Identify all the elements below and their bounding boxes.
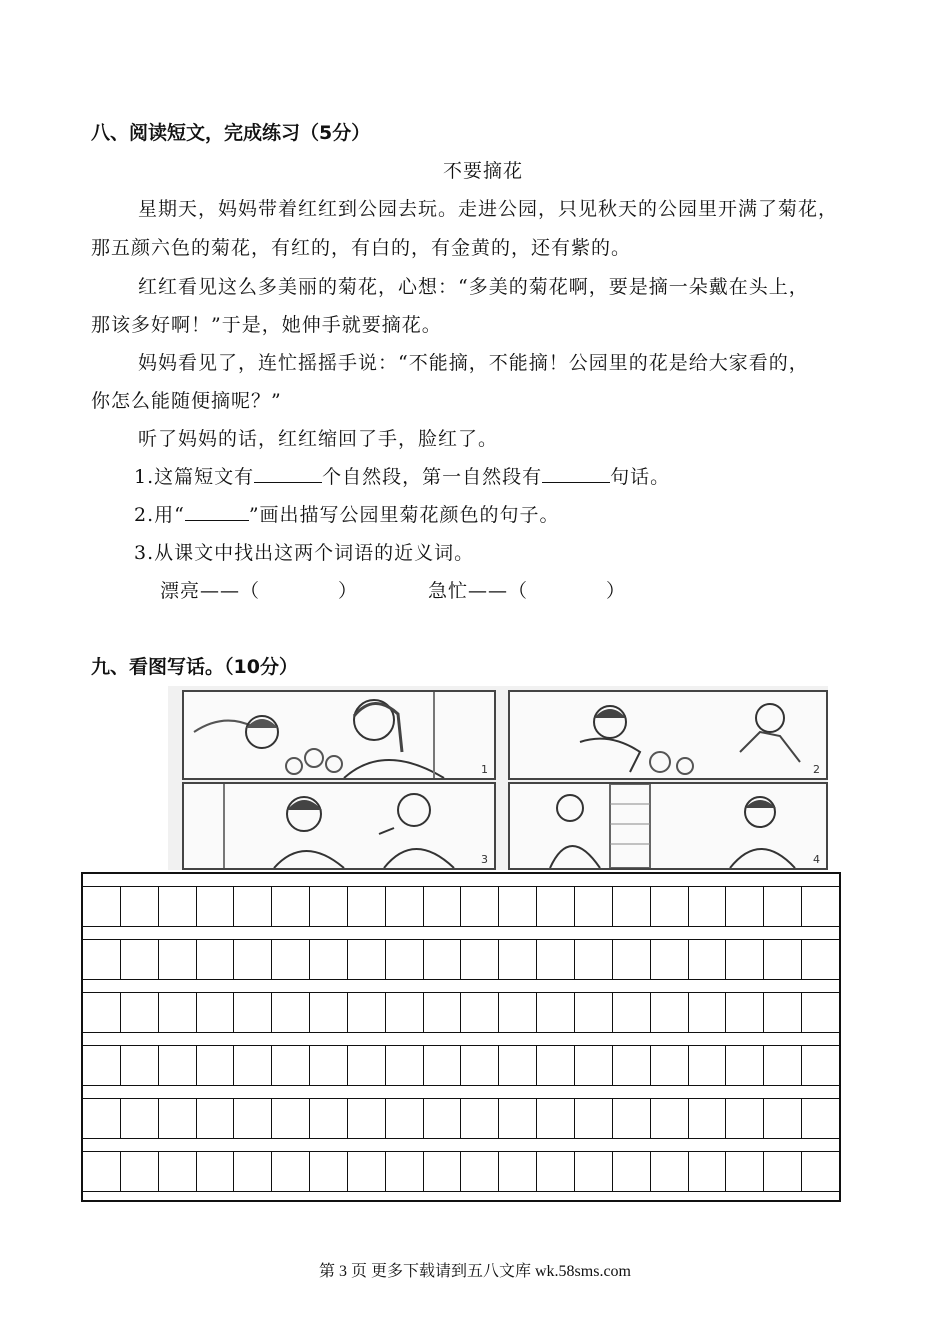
paragraph-4-line-1: 听了妈妈的话，红红缩回了手，脸红了。 [138,428,499,450]
grid-cell[interactable] [726,1099,764,1138]
question-1-part-a: 1.这篇短文有 [134,466,255,488]
grid-cell[interactable] [764,1099,802,1138]
grid-cell[interactable] [272,1099,310,1138]
grid-cell[interactable] [461,1152,499,1191]
grid-spacer [83,980,839,993]
grid-cell[interactable] [386,993,424,1032]
question-1 [134,462,670,489]
grid-cell[interactable] [689,887,727,926]
grid-cell[interactable] [689,1046,727,1085]
grid-cell[interactable] [764,940,802,979]
synonym-2-label: 急忙——（ [428,580,529,602]
grid-cell[interactable] [121,1099,159,1138]
grid-row [83,887,839,927]
paragraph-1-line-2: 那五颜六色的菊花，有红的，有白的，有金黄的，还有紫的。 [91,237,632,259]
grid-cell[interactable] [234,887,272,926]
grid-cell[interactable] [197,993,235,1032]
grid-cell[interactable] [310,1152,348,1191]
page-footer: 第 3 页 更多下载请到五八文库 wk.58sms.com [318,1263,631,1280]
grid-cell[interactable] [802,1046,839,1085]
grid-cell[interactable] [83,1152,121,1191]
story-title: 不要摘花 [443,160,524,182]
grid-cell[interactable] [575,1099,613,1138]
grid-cell[interactable] [234,1046,272,1085]
paragraph-1-line-1: 星期天，妈妈带着红红到公园去玩。走进公园，只见秋天的公园里开满了菊花， [138,198,839,220]
grid-cell[interactable] [764,1046,802,1085]
grid-cell[interactable] [272,993,310,1032]
grid-row [83,1046,839,1086]
question-1-part-c: 句话。 [610,466,671,488]
grid-cell[interactable] [651,940,689,979]
comic-panel-3 [182,782,496,870]
grid-cell[interactable] [499,1152,537,1191]
grid-cell[interactable] [272,1152,310,1191]
grid-cell[interactable] [461,887,499,926]
grid-cell[interactable] [83,1099,121,1138]
grid-cell[interactable] [121,1152,159,1191]
grid-cell[interactable] [461,993,499,1032]
grid-cell[interactable] [424,887,462,926]
grid-cell[interactable] [802,940,839,979]
grid-row [83,940,839,980]
grid-cell[interactable] [613,993,651,1032]
grid-cell[interactable] [159,1099,197,1138]
comic-panel-2 [508,690,828,780]
question-1-part-b: 个自然段，第一自然段有 [322,466,543,488]
grid-cell[interactable] [613,940,651,979]
grid-cell[interactable] [348,887,386,926]
grid-cell[interactable] [424,1046,462,1085]
paragraph-2-line-2: 那该多好啊！”于是，她伸手就要摘花。 [91,314,442,336]
grid-cell[interactable] [651,887,689,926]
paragraph-3-line-2: 你怎么能随便摘呢？” [91,390,282,412]
grid-cell[interactable] [461,1099,499,1138]
grid-cell[interactable] [348,1099,386,1138]
grid-cell[interactable] [348,1046,386,1085]
grid-cell[interactable] [83,940,121,979]
grid-cell[interactable] [575,1046,613,1085]
grid-cell[interactable] [386,887,424,926]
grid-cell[interactable] [348,940,386,979]
grid-spacer [83,1086,839,1099]
grid-cell[interactable] [726,887,764,926]
grid-cell[interactable] [537,1099,575,1138]
grid-cell[interactable] [272,940,310,979]
grid-cell[interactable] [651,1099,689,1138]
grid-cell[interactable] [121,940,159,979]
panel-number-2: 2 [813,763,820,776]
question-1-blank-sentence-count[interactable] [542,462,610,483]
grid-cell[interactable] [575,940,613,979]
grid-cell[interactable] [575,1152,613,1191]
question-1-blank-paragraph-count[interactable] [254,462,322,483]
grid-cell[interactable] [159,940,197,979]
grid-cell[interactable] [651,1046,689,1085]
grid-cell[interactable] [197,1099,235,1138]
grid-cell[interactable] [121,993,159,1032]
paragraph-2-line-1: 红红看见这么多美丽的菊花，心想：“多美的菊花啊，要是摘一朵戴在头上， [138,276,809,298]
grid-cell[interactable] [159,1046,197,1085]
grid-cell[interactable] [537,940,575,979]
grid-cell[interactable] [499,1046,537,1085]
grid-cell[interactable] [613,887,651,926]
question-2-part-b: ”画出描写公园里菊花颜色的句子。 [248,504,560,526]
grid-cell[interactable] [272,1046,310,1085]
grid-row [83,1099,839,1139]
question-2 [134,500,560,527]
grid-cell[interactable] [83,887,121,926]
synonym-2-close: ） [606,580,627,602]
grid-cell[interactable] [386,1152,424,1191]
panel-number-4: 4 [813,853,820,866]
grid-cell[interactable] [764,887,802,926]
grid-cell[interactable] [575,993,613,1032]
grid-cell[interactable] [197,1152,235,1191]
grid-cell[interactable] [802,1152,839,1191]
grid-cell[interactable] [234,1099,272,1138]
comic-panel-4 [508,782,828,870]
grid-cell[interactable] [386,1046,424,1085]
grid-cell[interactable] [424,940,462,979]
grid-cell[interactable] [461,1046,499,1085]
question-2-part-a: 2.用“ [134,504,185,526]
grid-cell[interactable] [689,1152,727,1191]
grid-cell[interactable] [310,1046,348,1085]
grid-spacer [83,927,839,940]
grid-cell[interactable] [764,1152,802,1191]
grid-cell[interactable] [83,1046,121,1085]
grid-cell[interactable] [689,940,727,979]
grid-cell[interactable] [348,993,386,1032]
girl-and-mother-flowers-drawing [184,692,494,778]
grid-cell[interactable] [726,993,764,1032]
panel-number-1: 1 [481,763,488,776]
question-2-blank-line[interactable] [185,500,249,521]
grid-cell[interactable] [537,887,575,926]
grid-cell[interactable] [613,1099,651,1138]
grid-cell[interactable] [121,1046,159,1085]
grid-cell[interactable] [499,993,537,1032]
grid-cell[interactable] [613,1152,651,1191]
grid-cell[interactable] [310,887,348,926]
grid-cell[interactable] [310,993,348,1032]
grid-cell[interactable] [651,1152,689,1191]
grid-cell[interactable] [197,1046,235,1085]
grid-cell[interactable] [424,1099,462,1138]
grid-spacer [83,1033,839,1046]
paragraph-3-line-1: 妈妈看见了，连忙摇摇手说：“不能摘，不能摘！公园里的花是给大家看的， [138,352,809,374]
grid-cell[interactable] [159,887,197,926]
grid-cell[interactable] [499,887,537,926]
synonym-1-label: 漂亮——（ [160,580,261,602]
grid-cell[interactable] [234,940,272,979]
grid-spacer [83,1139,839,1152]
grid-cell[interactable] [310,1099,348,1138]
grid-cell[interactable] [197,940,235,979]
grid-row [83,1152,839,1192]
section-8-heading: 八、阅读短文，完成练习（5分） [91,122,371,144]
question-3: 3.从课文中找出这两个词语的近义词。 [134,542,475,564]
grid-cell[interactable] [121,887,159,926]
grid-cell[interactable] [726,940,764,979]
grid-cell[interactable] [499,1099,537,1138]
grid-cell[interactable] [802,887,839,926]
grid-row [83,993,839,1033]
section-9-heading: 九、看图写话。（10分） [91,656,298,678]
girl-walking-away-drawing [510,784,826,868]
girl-picking-flower-drawing [510,692,826,778]
grid-cell[interactable] [575,887,613,926]
writing-grid [81,872,841,1202]
grid-cell[interactable] [159,993,197,1032]
comic-illustration [168,686,828,870]
grid-spacer [83,874,839,887]
mother-stops-girl-drawing [184,784,494,868]
grid-cell[interactable] [689,1099,727,1138]
grid-cell[interactable] [159,1152,197,1191]
grid-cell[interactable] [83,993,121,1032]
grid-cell[interactable] [197,887,235,926]
grid-cell[interactable] [386,940,424,979]
comic-panel-1 [182,690,496,780]
synonym-1-close: ） [338,580,359,602]
grid-cell[interactable] [386,1099,424,1138]
grid-cell[interactable] [234,993,272,1032]
grid-cell[interactable] [802,1099,839,1138]
grid-cell[interactable] [726,1046,764,1085]
panel-number-3: 3 [481,853,488,866]
grid-cell[interactable] [726,1152,764,1191]
grid-cell[interactable] [234,1152,272,1191]
grid-cell[interactable] [802,993,839,1032]
grid-cell[interactable] [537,1046,575,1085]
grid-cell[interactable] [310,940,348,979]
grid-cell[interactable] [272,887,310,926]
grid-cell[interactable] [499,940,537,979]
grid-cell[interactable] [461,940,499,979]
grid-cell[interactable] [613,1046,651,1085]
grid-cell[interactable] [651,993,689,1032]
grid-cell[interactable] [537,993,575,1032]
grid-cell[interactable] [424,1152,462,1191]
grid-cell[interactable] [689,993,727,1032]
grid-cell[interactable] [764,993,802,1032]
grid-cell[interactable] [424,993,462,1032]
grid-cell[interactable] [537,1152,575,1191]
grid-cell[interactable] [348,1152,386,1191]
